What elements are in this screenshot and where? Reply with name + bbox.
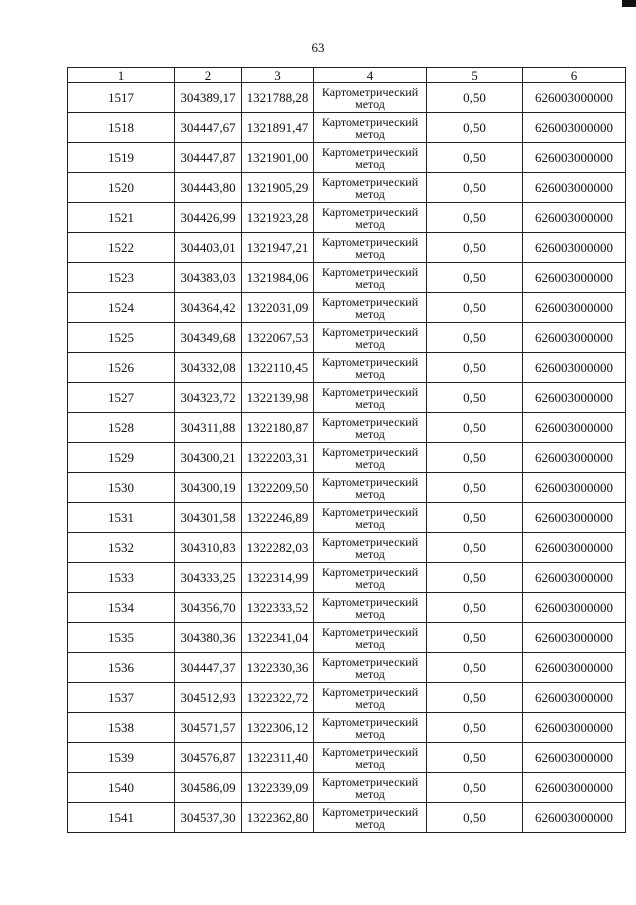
code-cell: 626003000000 — [523, 533, 626, 563]
y-coordinate-cell: 1321923,28 — [242, 203, 314, 233]
method-line-1: Картометрический — [321, 444, 419, 459]
accuracy-cell: 0,50 — [427, 683, 523, 713]
table-row — [68, 233, 626, 263]
method-line-1: Картометрический — [321, 264, 419, 279]
method-line-2: метод — [355, 156, 385, 171]
table-row — [68, 83, 626, 113]
method-line-2: метод — [355, 756, 385, 771]
table-row — [68, 563, 626, 593]
point-number-cell: 1541 — [68, 803, 175, 833]
point-number-cell: 1527 — [68, 383, 175, 413]
x-coordinate-cell: 304571,57 — [175, 713, 242, 743]
table-row — [68, 743, 626, 773]
method-cell — [314, 83, 427, 113]
method-line-2: метод — [355, 426, 385, 441]
code-cell: 626003000000 — [523, 443, 626, 473]
accuracy-cell: 0,50 — [427, 203, 523, 233]
method-line-1: Картометрический — [321, 294, 419, 309]
code-cell: 626003000000 — [523, 293, 626, 323]
y-coordinate-cell: 1322330,36 — [242, 653, 314, 683]
accuracy-cell: 0,50 — [427, 533, 523, 563]
y-coordinate-cell: 1322339,09 — [242, 773, 314, 803]
point-number-cell: 1537 — [68, 683, 175, 713]
table-header-row — [68, 68, 626, 83]
x-coordinate-cell: 304300,21 — [175, 443, 242, 473]
code-cell: 626003000000 — [523, 173, 626, 203]
method-line-2: метод — [355, 306, 385, 321]
code-cell: 626003000000 — [523, 203, 626, 233]
point-number-cell: 1522 — [68, 233, 175, 263]
method-cell — [314, 263, 427, 293]
code-cell: 626003000000 — [523, 323, 626, 353]
table-row — [68, 323, 626, 353]
point-number-cell: 1524 — [68, 293, 175, 323]
method-line-1: Картометрический — [321, 204, 419, 219]
x-coordinate-cell: 304389,17 — [175, 83, 242, 113]
table-row — [68, 773, 626, 803]
x-coordinate-cell: 304512,93 — [175, 683, 242, 713]
method-cell — [314, 503, 427, 533]
y-coordinate-cell: 1321901,00 — [242, 143, 314, 173]
method-line-1: Картометрический — [321, 714, 419, 729]
corner-mark — [622, 0, 636, 7]
point-number-cell: 1518 — [68, 113, 175, 143]
table-row — [68, 473, 626, 503]
method-line-1: Картометрический — [321, 324, 419, 339]
point-number-cell: 1532 — [68, 533, 175, 563]
table-row — [68, 353, 626, 383]
accuracy-cell: 0,50 — [427, 773, 523, 803]
method-line-2: метод — [355, 696, 385, 711]
point-number-cell: 1521 — [68, 203, 175, 233]
y-coordinate-cell: 1322311,40 — [242, 743, 314, 773]
method-line-1: Картометрический — [321, 474, 419, 489]
x-coordinate-cell: 304586,09 — [175, 773, 242, 803]
x-coordinate-cell: 304364,42 — [175, 293, 242, 323]
table-row — [68, 593, 626, 623]
point-number-cell: 1529 — [68, 443, 175, 473]
code-cell: 626003000000 — [523, 683, 626, 713]
code-cell: 626003000000 — [523, 353, 626, 383]
method-cell — [314, 623, 427, 653]
x-coordinate-cell: 304332,08 — [175, 353, 242, 383]
point-number-cell: 1517 — [68, 83, 175, 113]
y-coordinate-cell: 1321984,06 — [242, 263, 314, 293]
table-row — [68, 653, 626, 683]
x-coordinate-cell: 304311,88 — [175, 413, 242, 443]
point-number-cell: 1528 — [68, 413, 175, 443]
method-cell — [314, 113, 427, 143]
method-line-2: метод — [355, 186, 385, 201]
accuracy-cell: 0,50 — [427, 443, 523, 473]
code-cell: 626003000000 — [523, 653, 626, 683]
method-line-2: метод — [355, 816, 385, 831]
y-coordinate-cell: 1322209,50 — [242, 473, 314, 503]
point-number-cell: 1538 — [68, 713, 175, 743]
method-line-1: Картометрический — [321, 354, 419, 369]
y-coordinate-cell: 1322362,80 — [242, 803, 314, 833]
method-cell — [314, 563, 427, 593]
method-cell — [314, 383, 427, 413]
accuracy-cell: 0,50 — [427, 233, 523, 263]
x-coordinate-cell: 304443,80 — [175, 173, 242, 203]
point-number-cell: 1531 — [68, 503, 175, 533]
accuracy-cell: 0,50 — [427, 83, 523, 113]
table-row — [68, 263, 626, 293]
code-cell: 626003000000 — [523, 593, 626, 623]
method-line-1: Картометрический — [321, 654, 419, 669]
x-coordinate-cell: 304380,36 — [175, 623, 242, 653]
method-cell — [314, 353, 427, 383]
y-coordinate-cell: 1322314,99 — [242, 563, 314, 593]
method-line-2: метод — [355, 666, 385, 681]
method-line-1: Картометрический — [321, 504, 419, 519]
coordinates-table — [67, 67, 626, 833]
column-header: 4 — [314, 68, 427, 83]
table-row — [68, 713, 626, 743]
method-line-1: Картометрический — [321, 414, 419, 429]
y-coordinate-cell: 1322246,89 — [242, 503, 314, 533]
method-cell — [314, 773, 427, 803]
table-row — [68, 803, 626, 833]
x-coordinate-cell: 304403,01 — [175, 233, 242, 263]
method-cell — [314, 743, 427, 773]
y-coordinate-cell: 1321891,47 — [242, 113, 314, 143]
method-line-2: метод — [355, 786, 385, 801]
method-line-2: метод — [355, 96, 385, 111]
y-coordinate-cell: 1322322,72 — [242, 683, 314, 713]
x-coordinate-cell: 304426,99 — [175, 203, 242, 233]
code-cell: 626003000000 — [523, 713, 626, 743]
method-cell — [314, 293, 427, 323]
method-line-1: Картометрический — [321, 534, 419, 549]
method-line-2: метод — [355, 516, 385, 531]
method-cell — [314, 533, 427, 563]
method-line-2: метод — [355, 726, 385, 741]
code-cell: 626003000000 — [523, 263, 626, 293]
x-coordinate-cell: 304349,68 — [175, 323, 242, 353]
accuracy-cell: 0,50 — [427, 173, 523, 203]
y-coordinate-cell: 1322139,98 — [242, 383, 314, 413]
method-cell — [314, 233, 427, 263]
accuracy-cell: 0,50 — [427, 383, 523, 413]
method-cell — [314, 323, 427, 353]
y-coordinate-cell: 1322031,09 — [242, 293, 314, 323]
accuracy-cell: 0,50 — [427, 503, 523, 533]
point-number-cell: 1540 — [68, 773, 175, 803]
y-coordinate-cell: 1321947,21 — [242, 233, 314, 263]
x-coordinate-cell: 304356,70 — [175, 593, 242, 623]
accuracy-cell: 0,50 — [427, 713, 523, 743]
y-coordinate-cell: 1322180,87 — [242, 413, 314, 443]
column-header: 1 — [68, 68, 175, 83]
accuracy-cell: 0,50 — [427, 293, 523, 323]
method-line-2: метод — [355, 246, 385, 261]
x-coordinate-cell: 304300,19 — [175, 473, 242, 503]
method-line-2: метод — [355, 546, 385, 561]
accuracy-cell: 0,50 — [427, 653, 523, 683]
method-line-1: Картометрический — [321, 114, 419, 129]
y-coordinate-cell: 1322203,31 — [242, 443, 314, 473]
y-coordinate-cell: 1321788,28 — [242, 83, 314, 113]
method-line-1: Картометрический — [321, 84, 419, 99]
method-cell — [314, 683, 427, 713]
method-line-1: Картометрический — [321, 174, 419, 189]
method-line-1: Картометрический — [321, 384, 419, 399]
table-row — [68, 683, 626, 713]
x-coordinate-cell: 304301,58 — [175, 503, 242, 533]
column-header: 3 — [242, 68, 314, 83]
y-coordinate-cell: 1322110,45 — [242, 353, 314, 383]
column-header: 2 — [175, 68, 242, 83]
x-coordinate-cell: 304537,30 — [175, 803, 242, 833]
method-line-2: метод — [355, 276, 385, 291]
table-row — [68, 623, 626, 653]
code-cell: 626003000000 — [523, 113, 626, 143]
method-line-1: Картометрический — [321, 684, 419, 699]
x-coordinate-cell: 304576,87 — [175, 743, 242, 773]
y-coordinate-cell: 1322306,12 — [242, 713, 314, 743]
method-line-2: метод — [355, 396, 385, 411]
y-coordinate-cell: 1322067,53 — [242, 323, 314, 353]
method-line-2: метод — [355, 366, 385, 381]
method-cell — [314, 203, 427, 233]
method-line-2: метод — [355, 456, 385, 471]
accuracy-cell: 0,50 — [427, 743, 523, 773]
code-cell: 626003000000 — [523, 503, 626, 533]
method-line-2: метод — [355, 576, 385, 591]
method-cell — [314, 803, 427, 833]
table-row — [68, 503, 626, 533]
accuracy-cell: 0,50 — [427, 563, 523, 593]
y-coordinate-cell: 1322341,04 — [242, 623, 314, 653]
method-line-2: метод — [355, 126, 385, 141]
x-coordinate-cell: 304447,87 — [175, 143, 242, 173]
table-row — [68, 383, 626, 413]
accuracy-cell: 0,50 — [427, 143, 523, 173]
method-line-1: Картометрический — [321, 744, 419, 759]
method-cell — [314, 593, 427, 623]
code-cell: 626003000000 — [523, 773, 626, 803]
point-number-cell: 1519 — [68, 143, 175, 173]
y-coordinate-cell: 1322333,52 — [242, 593, 314, 623]
table-row — [68, 203, 626, 233]
table-body — [68, 83, 626, 833]
point-number-cell: 1535 — [68, 623, 175, 653]
code-cell: 626003000000 — [523, 623, 626, 653]
code-cell: 626003000000 — [523, 563, 626, 593]
method-line-2: метод — [355, 216, 385, 231]
method-line-2: метод — [355, 636, 385, 651]
accuracy-cell: 0,50 — [427, 593, 523, 623]
x-coordinate-cell: 304447,37 — [175, 653, 242, 683]
method-line-1: Картометрический — [321, 804, 419, 819]
method-line-2: метод — [355, 606, 385, 621]
method-line-2: метод — [355, 486, 385, 501]
accuracy-cell: 0,50 — [427, 113, 523, 143]
accuracy-cell: 0,50 — [427, 623, 523, 653]
y-coordinate-cell: 1322282,03 — [242, 533, 314, 563]
point-number-cell: 1525 — [68, 323, 175, 353]
point-number-cell: 1523 — [68, 263, 175, 293]
code-cell: 626003000000 — [523, 473, 626, 503]
x-coordinate-cell: 304310,83 — [175, 533, 242, 563]
code-cell: 626003000000 — [523, 83, 626, 113]
point-number-cell: 1530 — [68, 473, 175, 503]
method-cell — [314, 653, 427, 683]
y-coordinate-cell: 1321905,29 — [242, 173, 314, 203]
x-coordinate-cell: 304383,03 — [175, 263, 242, 293]
accuracy-cell: 0,50 — [427, 803, 523, 833]
accuracy-cell: 0,50 — [427, 353, 523, 383]
code-cell: 626003000000 — [523, 233, 626, 263]
point-number-cell: 1520 — [68, 173, 175, 203]
method-line-1: Картометрический — [321, 774, 419, 789]
column-header: 5 — [427, 68, 523, 83]
accuracy-cell: 0,50 — [427, 323, 523, 353]
column-header: 6 — [523, 68, 626, 83]
table-row — [68, 173, 626, 203]
method-cell — [314, 713, 427, 743]
table-row — [68, 443, 626, 473]
method-cell — [314, 443, 427, 473]
accuracy-cell: 0,50 — [427, 263, 523, 293]
method-line-1: Картометрический — [321, 144, 419, 159]
method-line-1: Картометрический — [321, 624, 419, 639]
accuracy-cell: 0,50 — [427, 413, 523, 443]
page-number: 63 — [311, 40, 325, 55]
code-cell: 626003000000 — [523, 803, 626, 833]
x-coordinate-cell: 304323,72 — [175, 383, 242, 413]
x-coordinate-cell: 304447,67 — [175, 113, 242, 143]
table-row — [68, 113, 626, 143]
code-cell: 626003000000 — [523, 383, 626, 413]
method-line-1: Картометрический — [321, 564, 419, 579]
point-number-cell: 1539 — [68, 743, 175, 773]
method-line-1: Картометрический — [321, 594, 419, 609]
table-row — [68, 293, 626, 323]
method-line-2: метод — [355, 336, 385, 351]
method-cell — [314, 173, 427, 203]
point-number-cell: 1526 — [68, 353, 175, 383]
code-cell: 626003000000 — [523, 413, 626, 443]
point-number-cell: 1536 — [68, 653, 175, 683]
table-row — [68, 533, 626, 563]
method-cell — [314, 473, 427, 503]
point-number-cell: 1533 — [68, 563, 175, 593]
table-row — [68, 143, 626, 173]
method-line-1: Картометрический — [321, 234, 419, 249]
method-cell — [314, 143, 427, 173]
method-cell — [314, 413, 427, 443]
accuracy-cell: 0,50 — [427, 473, 523, 503]
code-cell: 626003000000 — [523, 743, 626, 773]
table-row — [68, 413, 626, 443]
x-coordinate-cell: 304333,25 — [175, 563, 242, 593]
point-number-cell: 1534 — [68, 593, 175, 623]
code-cell: 626003000000 — [523, 143, 626, 173]
